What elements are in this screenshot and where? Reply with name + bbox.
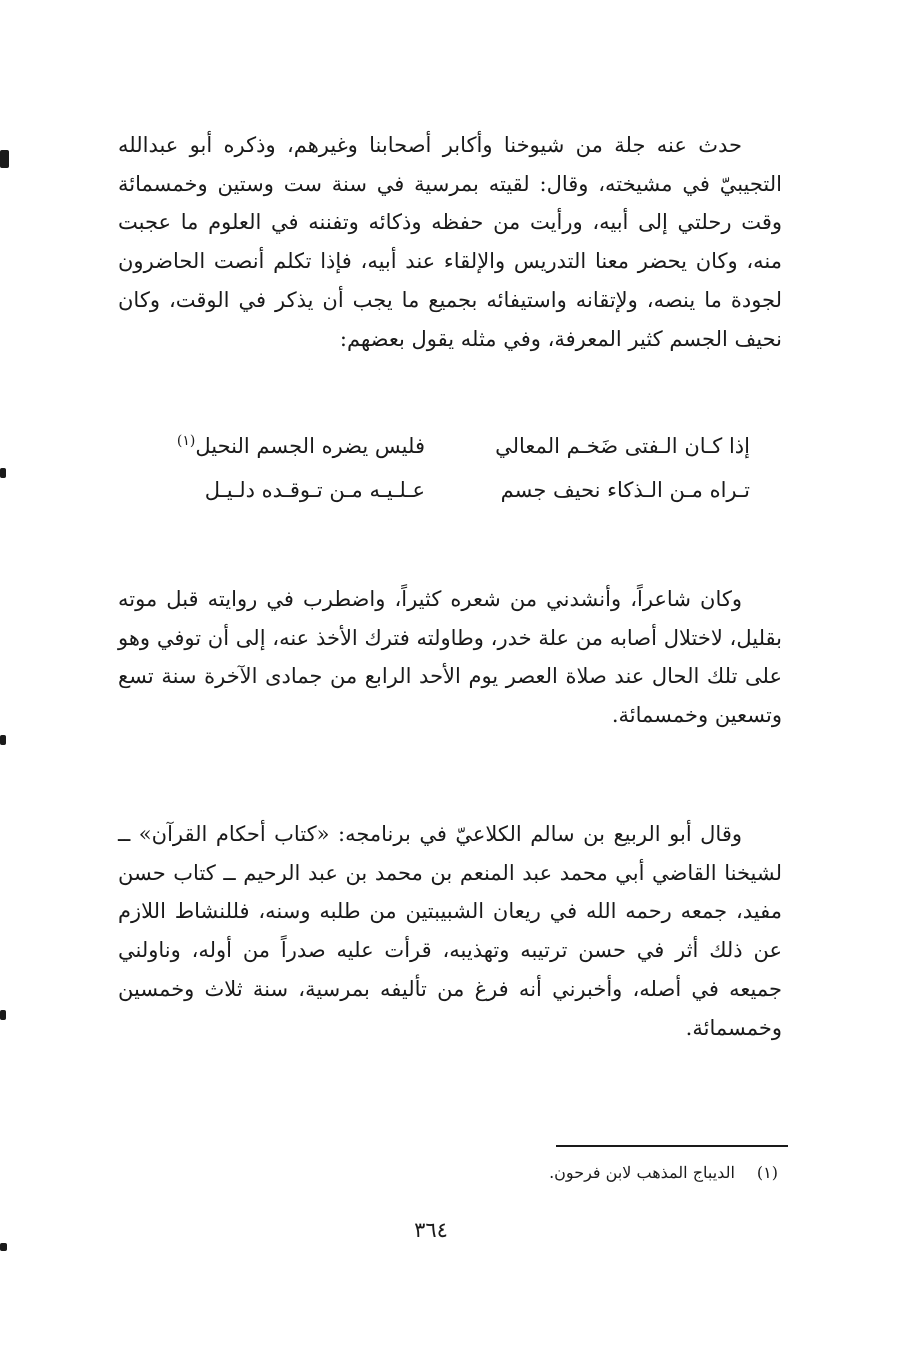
poem-second-hemistich [150,424,425,468]
footnote-separator [556,1145,788,1147]
page-number [0,1218,922,1242]
footnote-reference-mark: (١) [176,433,196,449]
scan-edge-mark [0,150,9,168]
footnote-text: الديباج المذهب لابن فرحون. [549,1163,735,1182]
scan-edge-mark [0,1010,6,1020]
poem-second-hemistich: عـلـيـه مـن تـوقـده دلـيـل [204,478,425,502]
page-number-text: ٣٦٤ [414,1218,448,1242]
poem-first-hemistich: إذا كـان الـفتى ضَخـم المعالي [495,434,750,458]
paragraph-book-mention [118,815,782,1047]
poem-verse [150,468,750,512]
hemistich-text: فليس يضره الجسم النحيل [195,434,425,458]
poem [150,424,750,512]
scan-edge-mark [0,468,6,478]
paragraph-text: وكان شاعراً، وأنشدني من شعره كثيراً، واضطرب في روايته قبل موته بقليل، لاختلال أصابه من علة خدر، وطاولته فترك الأخذ عنه، إلى أن توفي وهو على تلك الحال عند صلاة العصر يوم الأحد الرابع من جمادى الآخرة سنة تسع وتسعين وخمسمائة. [118,587,782,728]
poem-first-hemistich: تـراه مـن الـذكاء نحيف جسم [500,478,750,502]
paragraph-text: حدث عنه جلة من شيوخنا وأكابر أصحابنا وغيرهم، وذكره أبو عبدالله التجيبيّ في مشيخته، وقال: لقيته بمرسية في سنة ست وستين وخمسمائة وقت رحلتي إلى أبيه، ورأيت من حفظه وذكائه وتفننه في العلوم ما عجبت منه، وكان يحضر معنا التدريس والإلقاء عند أبيه، فإذا تكلم أنصت الحاضرون لجودة ما ينصه، ولإتقانه واستيفائه بجميع ما يجب أن يذكر في الوقت، وكان نحيف الجسم كثير المعرفة، وفي مثله يقول بعضهم: [118,133,782,351]
scan-edge-mark [0,1243,7,1251]
footnote-number: (١) [756,1163,778,1182]
footnote [300,1158,778,1188]
paragraph-biography [118,126,782,358]
scan-edge-mark [0,735,6,745]
poem-verse [150,424,750,468]
paragraph-death [118,580,782,735]
paragraph-text: وقال أبو الربيع بن سالم الكلاعيّ في برنامجه: «كتاب أحكام القرآن» ــ لشيخنا القاضي أبي محمد عبد المنعم بن محمد بن عبد الرحيم ــ كتاب حسن مفيد، جمعه رحمه الله في ريعان الشبيبتين من طلبه وسنه، فللنشاط اللازم عن ذلك أثر في حسن ترتيبه وتهذيبه، قرأت عليه صدراً من أوله، وناولني جميعه في أصله، وأخبرني أنه فرغ من تأليفه بمرسية، سنة ثلاث وخمسين وخمسمائة. [118,822,782,1040]
